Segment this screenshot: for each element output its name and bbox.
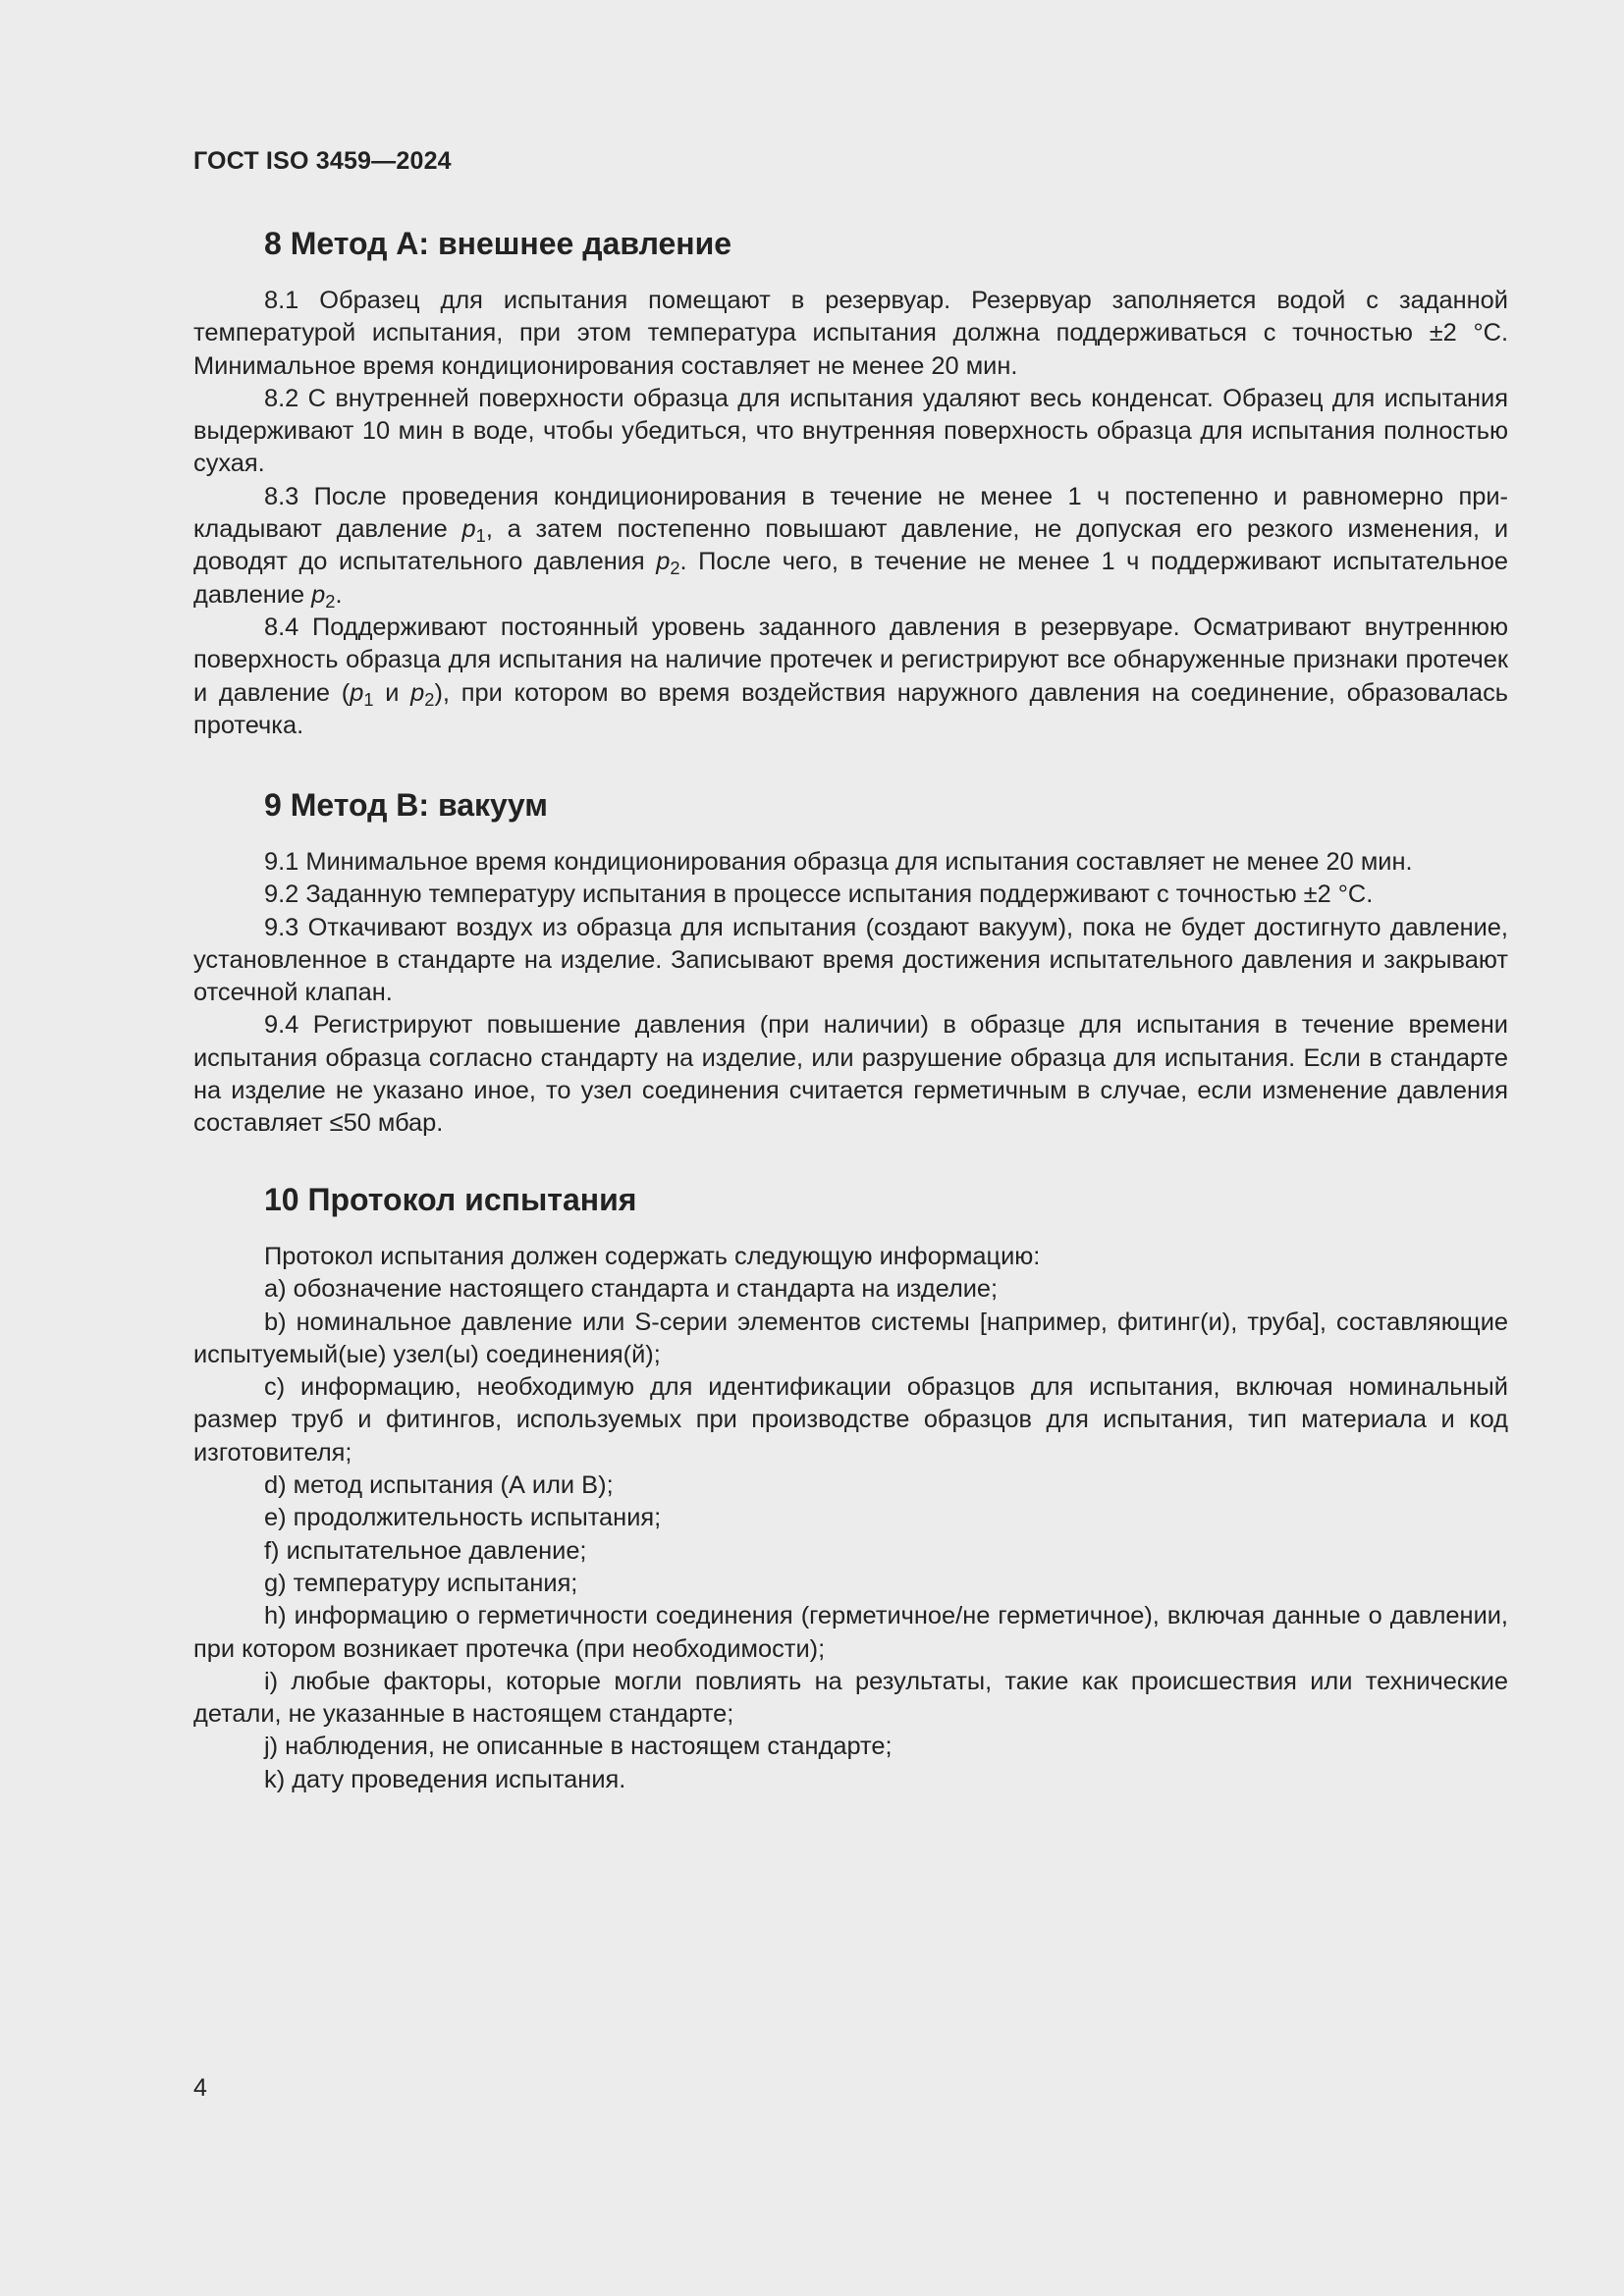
section-8 (193, 224, 1508, 742)
pressure-symbol: p (410, 678, 425, 707)
section-8-title: 8 Метод А: внешнее давление (264, 226, 732, 261)
list-item: a) обозначение настоящего стандарта и стандарта на изделие; (264, 1275, 999, 1304)
page-number: 4 (193, 2074, 207, 2102)
list-item: b) номинальное давление или S-серии элементов системы [например, фитинг(и), труба], составляющие испытуемый(ые) узел(ы) соединения(й); (193, 1308, 1508, 1368)
pressure-symbol: p (350, 678, 364, 707)
section-9 (193, 785, 1508, 1141)
paragraph-8-3: 8.3 После проведения кондиционирования в течение не менее 1 ч постепенно и равномерно прикладывают давление $p_1$, а затем постепенно повышают давление, не допуская его резкого изменения, и доводят до испытательного давления $p_2$. После чего, в течение не менее 1 ч поддерживают испытательное давление $p_2$. (193, 482, 1509, 612)
list-item: d) метод испытания (А или В); (264, 1471, 614, 1500)
list-item: f) испытательное давление; (264, 1536, 587, 1565)
section-10-intro: Протокол испытания должен содержать следующую информацию: (264, 1243, 1041, 1270)
section-9-title: 9 Метод В: вакуум (264, 787, 548, 823)
paragraph-9-1: 9.1 Минимальное время кондиционирования образца для испытания составляет не менее 20 мин. (264, 848, 1413, 876)
list-item: j) наблюдения, не описанные в настоящем стандарте; (264, 1733, 893, 1761)
list-item: h) информацию о герметичности соединения (герметичное/не герметичное), включая данные о давлении, при котором возникает протечка (при необходимости); (193, 1602, 1508, 1663)
section-10 (193, 1180, 1508, 1796)
pressure-symbol: p (311, 580, 326, 609)
pressure-symbol: p (656, 548, 671, 576)
paragraph-9-4: 9.4 Регистрируют повышение давления (при наличии) в образце для испытания в течение времени испытания образца согласно стандарту на изделие, или разрушение образца для испытания. Если в стандарте на изделие не указано иное, то узел соединения считается герметичным в случае, если изменение давления составляет ≤50 мбар. (193, 1011, 1508, 1138)
list-item: e) продолжительность испытания; (264, 1504, 662, 1532)
paragraph-9-2: 9.2 Заданную температуру испытания в процессе испытания поддерживают с точностью ±2 °С. (264, 881, 1374, 909)
section-10-title: 10 Протокол испытания (264, 1182, 637, 1217)
list-item: k) дату проведения испытания. (264, 1765, 626, 1793)
list-item: g) температуру испытания; (264, 1569, 578, 1597)
paragraph-9-3: 9.3 Откачивают воздух из образца для испытания (создают вакуум), пока не будет достигнуто давление, установленное в стандарте на изделие. Записывают время достижения испытательного давления и закрывают отсечной клапан. (193, 913, 1508, 1007)
list-item: i) любые факторы, которые могли повлиять на результаты, такие как происшествия или технические детали, не указанные в настоящем стандарте; (193, 1667, 1508, 1729)
pressure-symbol: p (461, 515, 476, 544)
document-header: ГОСТ ISO 3459—2024 (193, 147, 452, 175)
paragraph-8-2: 8.2 С внутренней поверхности образца для испытания удаляют весь конденсат. Образец для испытания выдерживают 10 мин в воде, чтобы убедиться, что внутренняя поверхность образца для испытания полностью сухая. (193, 384, 1508, 478)
paragraph-8-4: 8.4 Поддерживают постоянный уровень заданного давления в резервуаре. Осматривают внутреннюю поверхность образца для испытания на наличие протечек и регистрируют все обнаруженные признаки протечек и давление ($p_1$ и $p_2$), при котором во время воздействия наружного давления на соединение, образовалась протечка. (193, 613, 1508, 739)
paragraph-8-1: 8.1 Образец для испытания помещают в резервуар. Резервуар заполняется водой с заданной температурой испытания, при этом температура испытания должна поддерживаться с точностью ±2 °С. Минимальное время кондиционирования составляет не менее 20 мин. (193, 287, 1508, 380)
list-item: c) информацию, необходимую для идентификации образцов для испытания, включая номинальный размер труб и фитингов, используемых при производстве образцов для испытания, тип материала и код изготовителя; (193, 1373, 1508, 1467)
